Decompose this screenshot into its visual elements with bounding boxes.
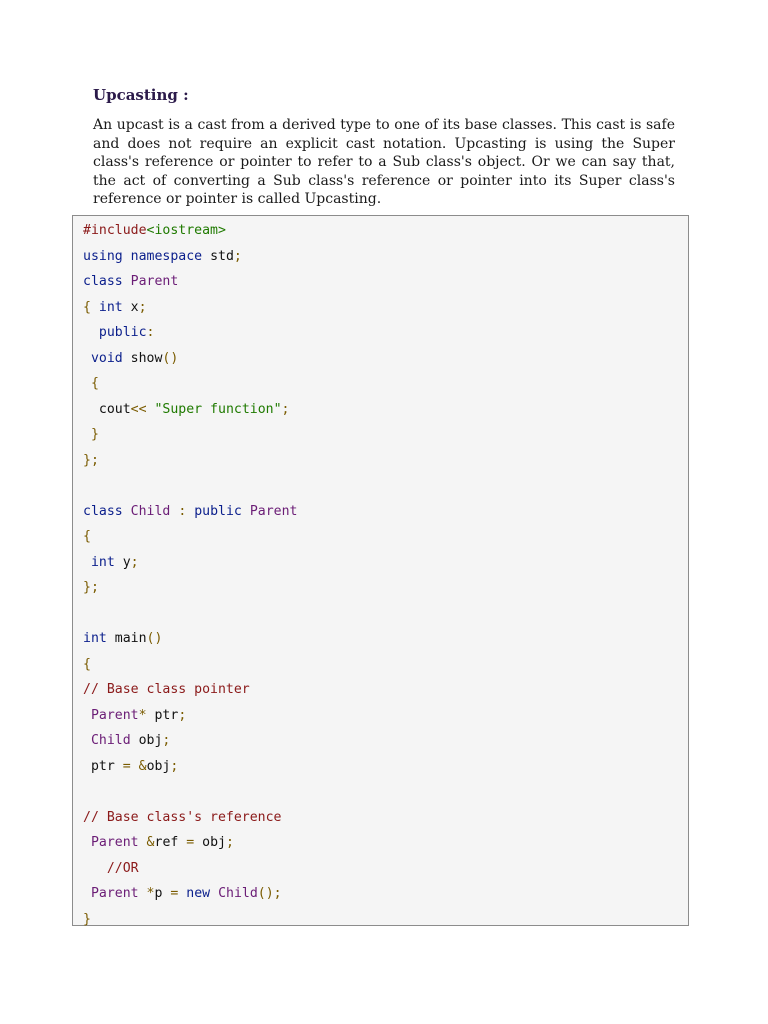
- code-token: };: [83, 580, 99, 595]
- code-token: public: [194, 503, 242, 519]
- code-token: ptr: [146, 707, 179, 723]
- code-line: [83, 244, 297, 270]
- code-line: [83, 550, 297, 576]
- code-line: [83, 448, 297, 474]
- code-line: [83, 320, 297, 346]
- code-token: int: [90, 554, 115, 570]
- code-token: obj: [194, 835, 226, 850]
- code-line: [83, 218, 297, 244]
- code-token: {: [83, 656, 91, 672]
- code-token: }: [83, 911, 91, 927]
- code-token: Child: [130, 503, 171, 519]
- code-line: [83, 779, 297, 805]
- code-token: [131, 759, 139, 774]
- code-line: [83, 575, 297, 601]
- code-token: Child: [218, 886, 258, 901]
- code-token: public: [98, 325, 147, 340]
- code-token: Parent: [249, 503, 298, 519]
- code-token: :: [178, 503, 187, 519]
- code-token: [123, 504, 131, 519]
- code-token: namespace: [130, 248, 203, 264]
- code-line: [83, 371, 297, 397]
- code-token: [123, 249, 131, 264]
- code-token: ;: [233, 248, 242, 264]
- code-token: //OR: [106, 860, 139, 876]
- code-token: [210, 886, 218, 901]
- code-token: obj: [146, 758, 171, 774]
- code-token: std: [202, 248, 234, 264]
- code-listing: [83, 218, 297, 932]
- code-line: [83, 397, 297, 423]
- code-token: [139, 886, 147, 901]
- code-line: [83, 499, 297, 525]
- code-token: =: [122, 758, 131, 774]
- code-token: x: [122, 299, 139, 315]
- section-heading: Upcasting :: [93, 86, 189, 104]
- description-paragraph: An upcast is a cast from a derived type to one of its base classes. This cast is safe and does not require an explicit cast notation. Upcasting is using the Super class's reference or pointer to refer to a Sub class's object. Or we can say that, the act of converting a Sub class's reference or pointer into its Super class's reference or pointer is called Upcasting.: [93, 117, 675, 207]
- code-line: [83, 754, 297, 780]
- code-token: =: [186, 835, 195, 850]
- code-line: [83, 524, 297, 550]
- code-token: show: [122, 350, 163, 366]
- code-token: #include: [83, 223, 147, 238]
- code-token: [139, 835, 147, 850]
- code-token: [83, 376, 91, 391]
- code-token: obj: [130, 733, 163, 748]
- code-token: &: [138, 758, 147, 774]
- code-token: int: [83, 631, 107, 646]
- code-token: class: [83, 503, 123, 519]
- code-token: ();: [257, 886, 282, 901]
- code-token: <<: [130, 401, 147, 417]
- code-token: *: [138, 707, 147, 723]
- code-line: [83, 295, 297, 321]
- code-token: ptr: [83, 758, 123, 774]
- code-token: =: [170, 886, 179, 901]
- code-token: // Base class pointer: [83, 682, 250, 697]
- code-token: Parent: [130, 274, 179, 289]
- code-token: ;: [138, 299, 147, 315]
- code-token: Child: [90, 733, 131, 748]
- code-token: void: [90, 350, 123, 366]
- code-line: [83, 601, 297, 627]
- code-line: [83, 652, 297, 678]
- code-line: [83, 907, 297, 933]
- code-token: ;: [130, 554, 139, 570]
- code-token: [123, 274, 131, 289]
- code-block: [72, 215, 689, 926]
- code-token: [83, 886, 91, 901]
- code-token: Parent: [90, 835, 139, 850]
- code-token: [83, 733, 91, 748]
- code-token: ;: [225, 835, 234, 850]
- code-token: using: [83, 248, 123, 264]
- code-line: [83, 830, 297, 856]
- code-token: }: [90, 427, 99, 442]
- code-token: p: [154, 886, 171, 901]
- code-token: &: [146, 835, 155, 850]
- code-token: new: [186, 886, 211, 901]
- code-line: [83, 269, 297, 295]
- code-token: };: [83, 452, 99, 468]
- code-token: [83, 351, 91, 366]
- code-line: [83, 728, 297, 754]
- code-token: :: [146, 325, 155, 340]
- code-line: [83, 626, 297, 652]
- code-token: [83, 835, 91, 850]
- code-token: {: [90, 376, 99, 391]
- code-token: ;: [178, 707, 187, 723]
- code-token: y: [114, 554, 131, 570]
- code-token: ;: [281, 401, 290, 417]
- code-token: [91, 300, 99, 315]
- code-token: ;: [162, 733, 171, 748]
- code-token: Parent: [90, 707, 139, 723]
- code-token: [242, 504, 250, 519]
- code-line: [83, 677, 297, 703]
- code-line: [83, 703, 297, 729]
- code-token: *: [146, 886, 155, 901]
- code-token: main: [106, 631, 147, 646]
- code-token: class: [83, 274, 123, 289]
- code-token: // Base class's reference: [83, 809, 282, 825]
- code-token: "Super function": [154, 401, 282, 417]
- code-token: (): [162, 350, 179, 366]
- code-token: <iostream>: [146, 223, 226, 238]
- code-token: {: [83, 299, 91, 315]
- code-token: [83, 861, 107, 876]
- code-token: cout: [83, 401, 131, 417]
- code-token: ref: [154, 835, 187, 850]
- code-token: Parent: [90, 886, 139, 901]
- code-token: int: [98, 299, 123, 315]
- code-line: [83, 881, 297, 907]
- code-token: ;: [170, 758, 179, 774]
- code-token: (): [146, 631, 163, 646]
- code-token: [83, 555, 91, 570]
- code-token: {: [83, 529, 91, 544]
- code-token: [83, 708, 91, 723]
- code-line: [83, 422, 297, 448]
- code-line: [83, 473, 297, 499]
- code-token: [83, 427, 91, 442]
- code-line: [83, 346, 297, 372]
- code-line: [83, 805, 297, 831]
- code-token: [83, 325, 99, 340]
- code-line: [83, 856, 297, 882]
